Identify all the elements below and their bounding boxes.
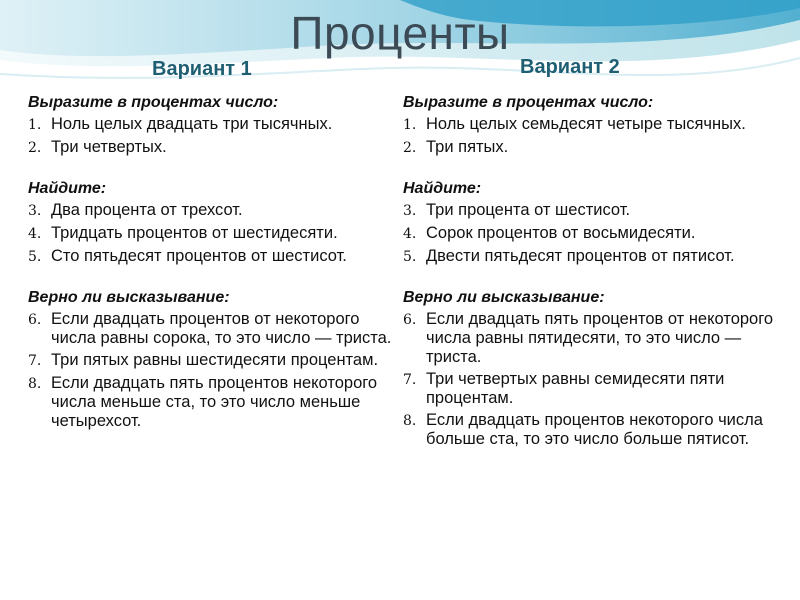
section-heading: Выразите в процентах число: xyxy=(28,94,279,111)
task-number: 5. xyxy=(403,249,417,265)
task-number: 8. xyxy=(28,376,42,392)
task-text: Сорок процентов от восьмидесяти. xyxy=(426,224,696,242)
section-heading: Найдите: xyxy=(403,180,482,197)
task-text: Если двадцать пять процентов от некоторого числа равны пятидесяти, то это число — триста. xyxy=(426,310,774,366)
task-number: 3. xyxy=(403,203,417,219)
section-find xyxy=(28,179,396,267)
task-item xyxy=(28,310,396,348)
task-text: Если двадцать пять процентов некоторого числа меньше ста, то это число меньше четырехсот. xyxy=(51,374,378,430)
section-true-false xyxy=(28,288,396,431)
task-text: Двести пятьдесят процентов от пятисот. xyxy=(426,247,735,265)
task-text: Два процента от трехсот. xyxy=(51,201,243,219)
task-text: Три процента от шестисот. xyxy=(426,201,631,219)
section-heading: Выразите в процентах число: xyxy=(403,94,654,111)
task-number: 8. xyxy=(403,413,417,429)
task-number: 4. xyxy=(403,226,417,242)
task-number: 3. xyxy=(28,203,42,219)
task-text: Тридцать процентов от шестидесяти. xyxy=(51,224,338,242)
variant-2-column xyxy=(403,93,783,452)
variant-2-heading: Вариант 2 xyxy=(520,56,620,78)
task-number: 1. xyxy=(28,117,42,133)
task-text: Если двадцать процентов некоторого числа больше ста, то это число больше пятисот. xyxy=(426,411,763,448)
task-number: 1. xyxy=(403,117,417,133)
task-text: Три пятых равны шестидесяти процентам. xyxy=(51,351,379,369)
task-text: Три пятых. xyxy=(426,138,509,156)
task-number: 2. xyxy=(28,140,42,156)
task-text: Если двадцать процентов от некоторого числа равны сорока, то это число — триста. xyxy=(51,310,392,347)
task-text: Три четвертых равны семидесяти пяти процентам. xyxy=(426,370,725,407)
section-heading: Верно ли высказывание: xyxy=(28,289,230,306)
task-text: Сто пятьдесят процентов от шестисот. xyxy=(51,247,347,265)
section-express-percent xyxy=(403,93,783,158)
task-text: Ноль целых семьдесят четыре тысячных. xyxy=(426,115,746,133)
task-text: Ноль целых двадцать три тысячных. xyxy=(51,115,333,133)
task-item xyxy=(28,115,396,135)
task-number: 7. xyxy=(28,353,42,369)
section-heading: Верно ли высказывание: xyxy=(403,289,605,306)
task-item xyxy=(28,224,396,244)
task-item xyxy=(28,247,396,267)
section-heading: Найдите: xyxy=(28,180,107,197)
task-item xyxy=(403,224,783,244)
slide-title: Проценты xyxy=(290,7,510,59)
task-number: 5. xyxy=(28,249,42,265)
task-item xyxy=(28,374,396,431)
task-number: 6. xyxy=(28,312,42,328)
task-item xyxy=(403,138,783,158)
variant-1-column xyxy=(28,93,396,434)
task-number: 2. xyxy=(403,140,417,156)
task-text: Три четвертых. xyxy=(51,138,167,156)
section-true-false xyxy=(403,288,783,449)
task-number: 6. xyxy=(403,312,417,328)
task-item xyxy=(403,370,783,408)
task-item xyxy=(403,411,783,449)
variant-1-heading: Вариант 1 xyxy=(152,58,252,80)
task-item xyxy=(28,201,396,221)
task-number: 4. xyxy=(28,226,42,242)
task-item xyxy=(403,115,783,135)
section-find xyxy=(403,179,783,267)
task-item xyxy=(403,201,783,221)
task-item xyxy=(28,351,396,371)
section-express-percent xyxy=(28,93,396,158)
task-item xyxy=(403,247,783,267)
task-item xyxy=(28,138,396,158)
task-item xyxy=(403,310,783,367)
task-number: 7. xyxy=(403,372,417,388)
